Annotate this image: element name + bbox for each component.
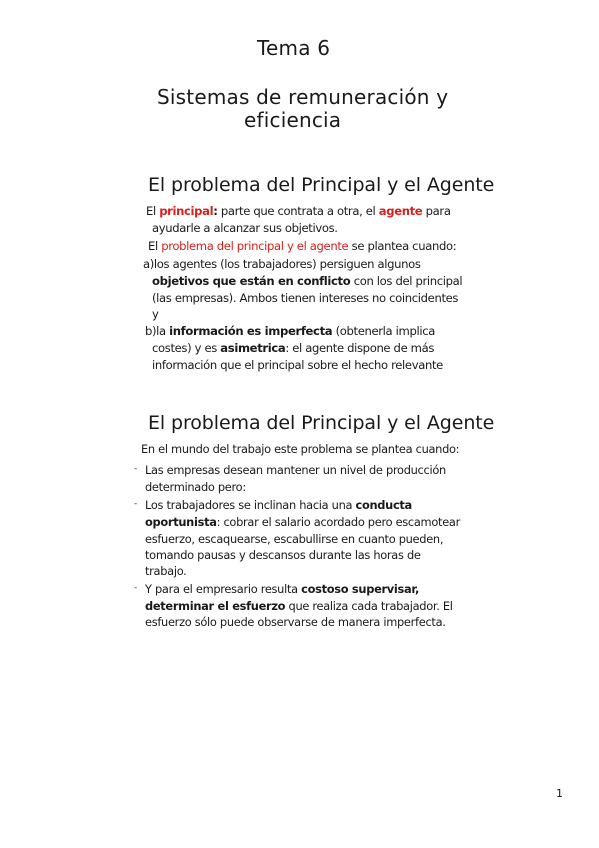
text: parte que contrata a otra, el [217, 204, 379, 218]
heading-line-2: eficiencia [244, 108, 342, 132]
item-b-line-1 [145, 323, 435, 340]
b1-line-2: determinado pero: [145, 480, 246, 494]
heading-line-1: Sistemas de remuneración y [157, 85, 449, 109]
bold-text: oportunista [145, 515, 217, 529]
term-problema: problema del principal y el agente [161, 239, 349, 253]
text: que realiza cada trabajador. El [285, 599, 453, 613]
slide-2-intro: En el mundo del trabajo este problema se plantea cuando: [141, 442, 460, 456]
bold-text: conducta [355, 498, 412, 512]
bold-text: información es imperfecta [169, 324, 333, 338]
text: : cobrar el salario acordado pero escamotear [216, 515, 460, 529]
text: El [146, 204, 160, 218]
b2-line-1 [145, 497, 412, 514]
b3-line-1 [145, 581, 419, 598]
colon: : [213, 204, 218, 218]
slide-1-title: El problema del Principal y el Agente [148, 174, 495, 196]
bold-text: determinar el esfuerzo [145, 599, 286, 613]
item-b-line-2 [152, 340, 434, 357]
bold-text: objetivos que están en conflicto [152, 274, 351, 288]
b2-line-3: esfuerzo, escaquearse, escabullirse en cuanto pueden, [145, 532, 444, 546]
page-number: 1 [556, 787, 563, 800]
text: con los del principal [350, 274, 463, 288]
b3-line-2 [145, 598, 453, 615]
text: para [422, 204, 451, 218]
text: Y para el empresario resulta [145, 582, 302, 596]
b2-line-5: trabajo. [145, 564, 187, 578]
definition-line-1 [146, 203, 451, 220]
item-a-line-4: y [152, 307, 159, 321]
item-a-line-3: (las empresas). Ambos tienen intereses no coincidentes [152, 291, 459, 305]
text: El [148, 239, 162, 253]
text: costes) y es [152, 341, 221, 355]
b2-line-4: tomando pausas y descansos durante las horas de [145, 548, 421, 562]
item-a-line-1: a)los agentes (los trabajadores) persiguen algunos [143, 257, 421, 271]
bullet-3: - [134, 583, 138, 593]
item-a-line-2 [152, 273, 462, 290]
bullet-1: - [134, 464, 138, 474]
bullet-2: - [134, 499, 138, 509]
b3-line-3: esfuerzo sólo puede observarse de manera imperfecta. [145, 615, 446, 629]
definition-line-2: ayudarle a alcanzar sus objetivos. [152, 221, 338, 235]
problem-arises-line [148, 238, 456, 255]
topic-label: Tema 6 [257, 36, 331, 60]
bold-text: costoso supervisar, [301, 582, 420, 596]
b1-line-1: Las empresas desean mantener un nivel de producción [145, 463, 446, 477]
text: se plantea cuando: [348, 239, 457, 253]
b2-line-2 [145, 514, 460, 531]
bold-text: asimetrica [220, 341, 286, 355]
text: b)la [145, 324, 170, 338]
slide-2-title: El problema del Principal y el Agente [148, 412, 495, 434]
text: : el agente dispone de más [285, 341, 435, 355]
text: Los trabajadores se inclinan hacia una [145, 498, 356, 512]
item-b-line-3: información que el principal sobre el hecho relevante [152, 358, 443, 372]
term-principal: principal [159, 204, 214, 218]
term-agente: agente [378, 204, 423, 218]
text: (obtenerla implica [332, 324, 435, 338]
